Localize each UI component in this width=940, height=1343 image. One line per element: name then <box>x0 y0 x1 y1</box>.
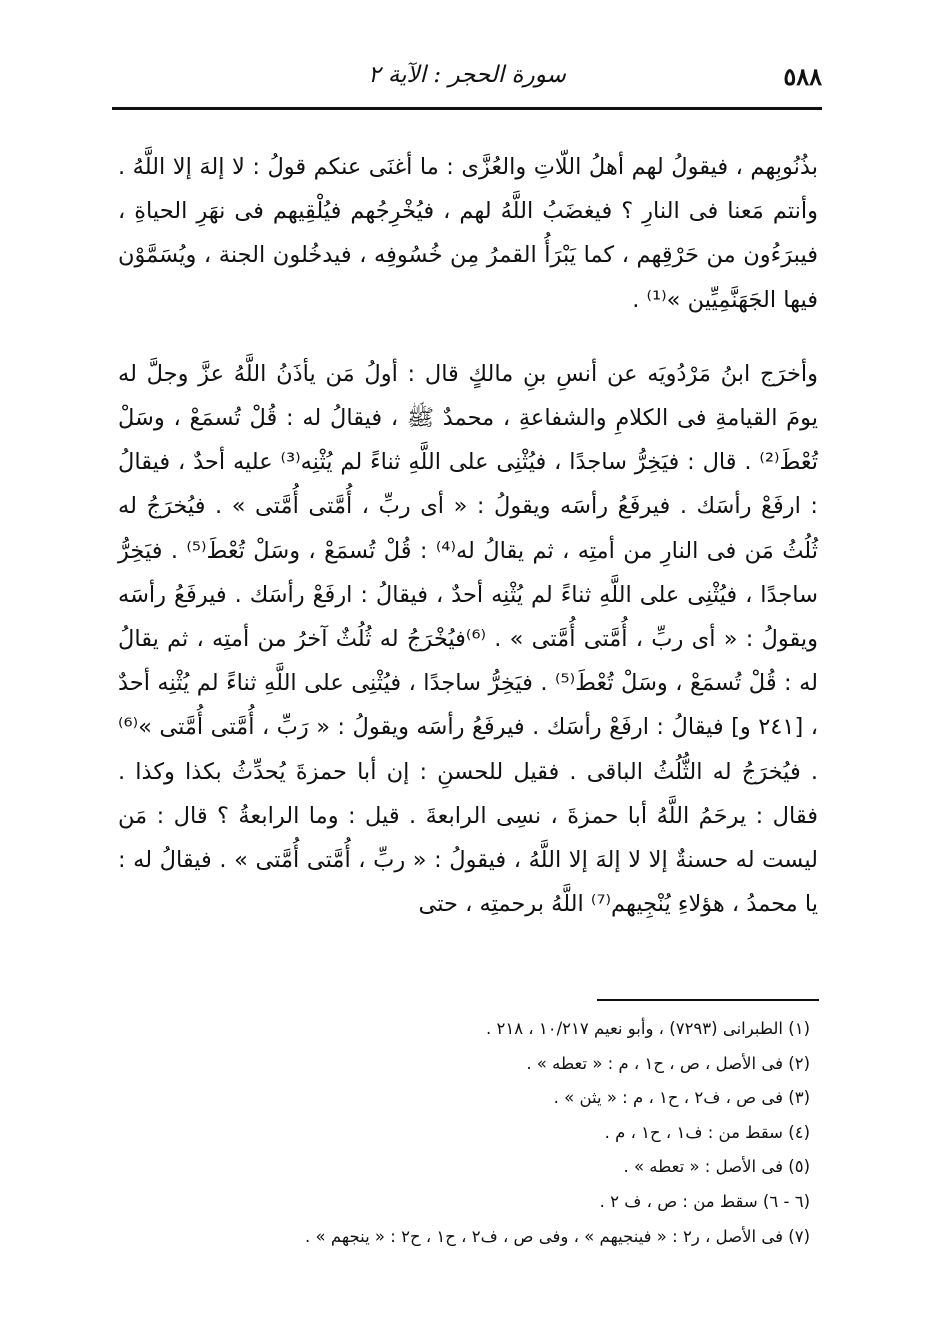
footnote-rule <box>597 999 819 1001</box>
header-rule <box>112 107 822 110</box>
footnote-1: (١) الطبرانى (٧٢٩٣) ، وأبو نعيم ١٠/٢١٧ ، ٢١٨ . <box>485 1019 810 1038</box>
paragraph-2: وأخرَج ابنُ مَرْدُويَه عن أنسِ بنِ مالكٍ قال : أولُ مَن يأذَنُ اللَّهُ عزَّ وجلَّ له يومَ القيامةِ فى الكلامِ والشفاعةِ ، محمدٌ ﷺ ، فيقالُ له : قُلْ تُسمَعْ ، وسَلْ تُعْطَ⁽²⁾ . قال : فيَخِرُّ ساجدًا ، فيُثْنِى على اللَّهِ ثناءً لم يُثْنِه⁽³⁾ عليه أحدٌ ، فيقالُ : ارفَعْ رأسَك . فيرفَعُ رأسَه ويقولُ : « أى ربِّ ، أُمَّتى أُمَّتى » . فيُخرَجُ له ثُلُثُ مَن فى النارِ من أمتِه ، ثم يقالُ له⁽⁴⁾ : قُلْ تُسمَعْ ، وسَلْ تُعْطَ⁽⁵⁾ . فيَخِرُّ ساجدًا ، فيُثْنِى على اللَّهِ ثناءً لم يُثْنِه أحدٌ ، فيقالُ : ارفَعْ رأسَك . فيرفَعُ رأسَه ويقولُ : « أى ربِّ ، أُمَّتى أُمَّتى » . ⁽⁶⁾فيُخْرَجُ له ثُلُثٌ آخرُ من أمتِه ، ثم يقالُ له : قُلْ تُسمَعْ ، وسَلْ تُعْطَ⁽⁵⁾ . فيَخِرُّ ساجدًا ، فيُثْنِى على اللَّهِ ثناءً لم يُثْنِه أحدٌ ، [٢٤١ و] فيقالُ : ارفَعْ رأسَك . فيرفَعُ رأسَه ويقولُ : « رَبِّ ، أُمَّتى أُمَّتى »⁽⁶⁾ . فيُخرَجُ له الثُّلُثُ الباقى . فقيل للحسنِ : إن أبا حمزةَ يُحدِّثُ بكذا وكذا . فقال : يرحَمُ اللَّهُ أبا حمزةَ ، نسِى الرابعةَ . قيل : وما الرابعةُ ؟ قال : مَن ليست له حسنةٌ إلا لا إلهَ إلا اللَّهُ ، فيقولُ : « ربِّ ، أُمَّتى أُمَّتى » . فيقالُ له : يا محمدُ ، هؤلاءِ يُنْجِيهم⁽⁷⁾ اللَّهُ برحمتِه ، حتى <box>118 360 819 918</box>
paragraph-1: بذُنُوبِهم ، فيقولُ لهم أهلُ اللّاتِ والعُزَّى : ما أغنَى عنكم قولُ : لا إلهَ إلا اللَّهُ . وأنتم مَعنا فى النارِ ؟ فيغضَبُ اللَّهُ لهم ، فيُخْرِجُهم فيُلْقِيهم فى نهَرِ الحياةِ ، فيبرَءُون من حَرْقِهم ، كما يَبْرَأُ القمرُ مِن خُسُوفِه ، فيدخُلون الجنة ، ويُسَمَّوْن فيها الجَهَنَّمِيِّين »⁽¹⁾ . <box>118 154 818 313</box>
footnote-7: (٧) فى الأصل ، ر٢ : « فينجيهم » ، وفى ص ، ف٢ ، ح١ ، ح٢ : « ينجهم » . <box>305 1226 810 1246</box>
running-title: سورة الحجر : الآية ٢ <box>368 62 566 88</box>
footnote-2: (٢) فى الأصل ، ص ، ح١ ، م : « تعطه » . <box>526 1053 810 1073</box>
footnote-5: (٥) فى الأصل : « تعطه » . <box>623 1157 810 1177</box>
page-number: ٥٨٨ <box>783 62 822 91</box>
footnote-6: (٦ - ٦) سقط من : ص ، ف ٢ . <box>599 1191 810 1211</box>
footnote-4: (٤) سقط من : ف١ ، ح١ ، م . <box>604 1122 810 1142</box>
footnotes <box>120 1012 810 1254</box>
page-header <box>112 52 822 102</box>
footnote-3: (٣) فى ص ، ف٢ ، ح١ ، م : « يثن » . <box>553 1088 810 1108</box>
main-text <box>118 145 818 926</box>
